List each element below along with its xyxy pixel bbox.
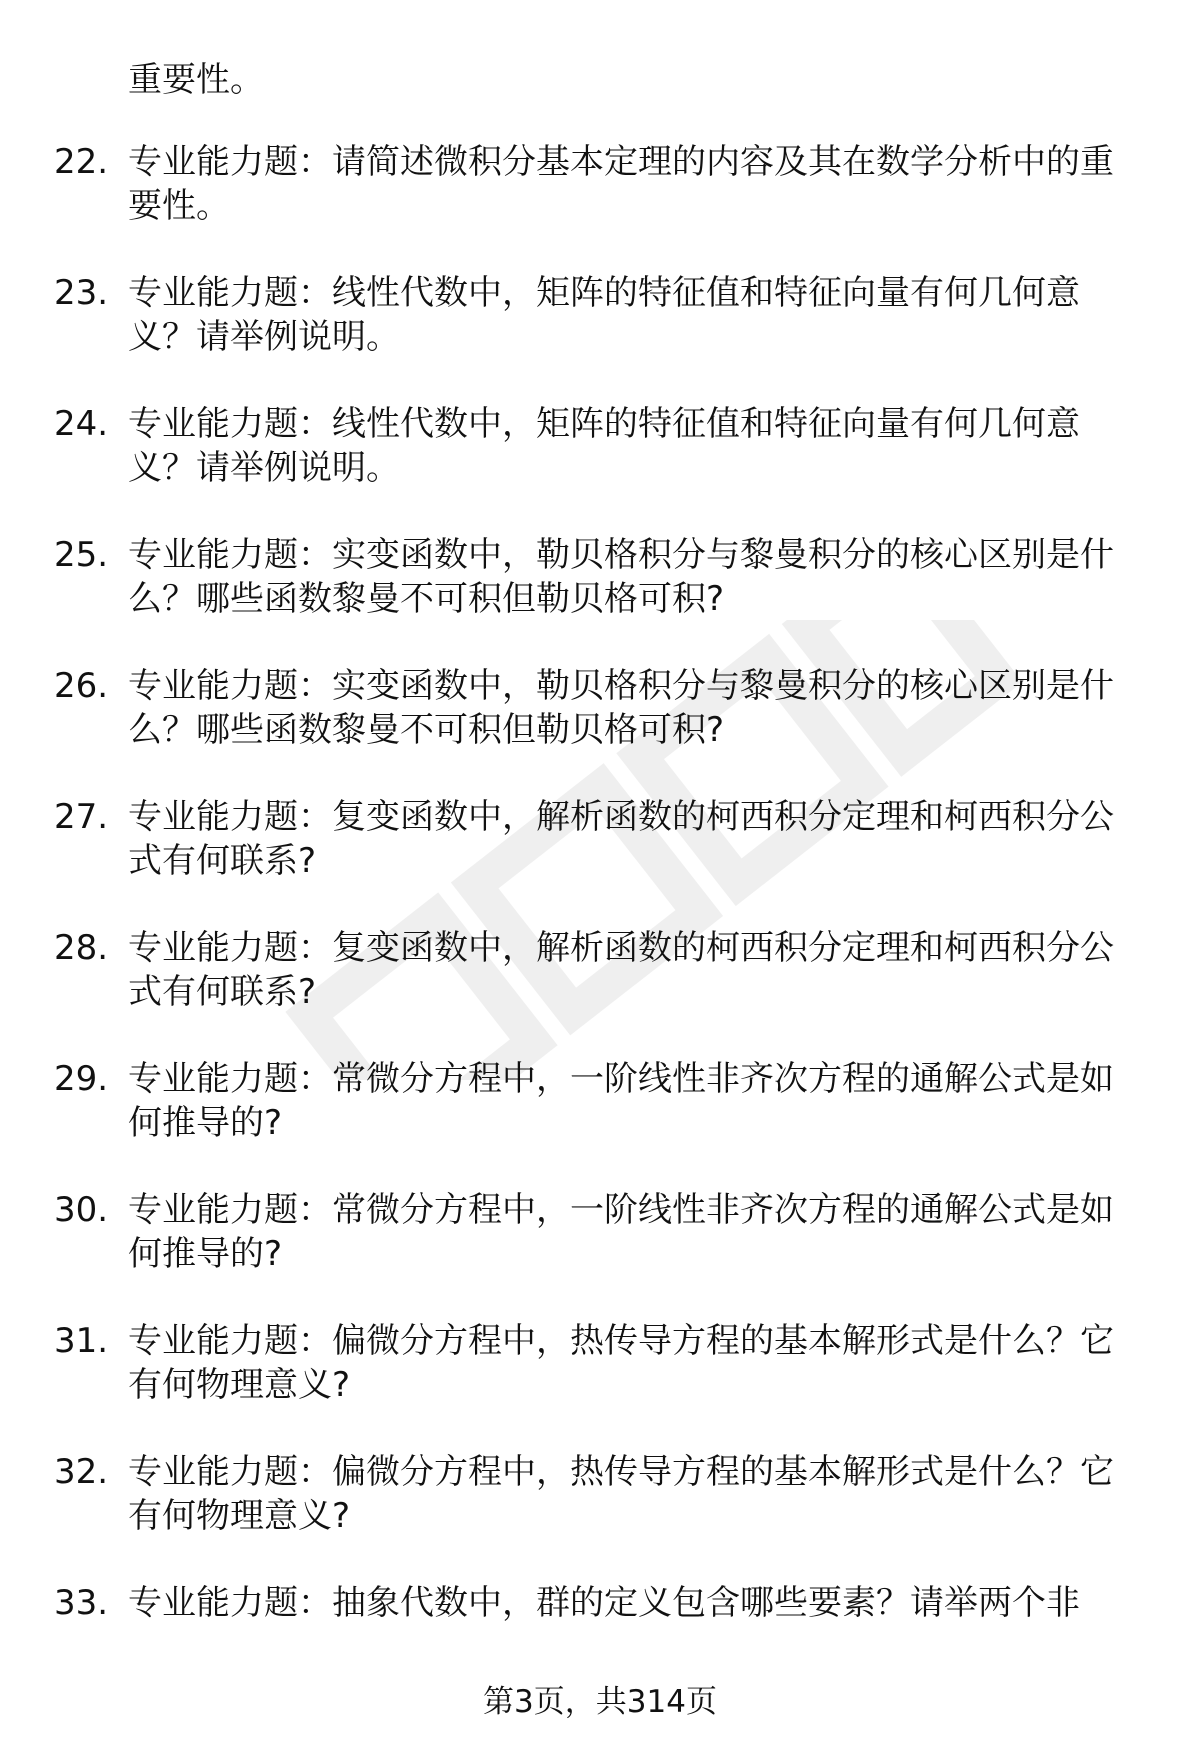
question-item <box>54 1450 1144 1581</box>
question-number: 25. <box>54 535 109 575</box>
question-list <box>54 140 1144 1712</box>
question-number: 33. <box>54 1583 109 1623</box>
question-text: 专业能力题：实变函数中，勒贝格积分与黎曼积分的核心区别是什么？哪些函数黎曼不可积但勒贝格可积? <box>128 666 1114 750</box>
question-item <box>54 402 1144 533</box>
question-text: 专业能力题：线性代数中，矩阵的特征值和特征向量有何几何意义？请举例说明。 <box>128 273 1080 357</box>
question-text: 专业能力题：线性代数中，矩阵的特征值和特征向量有何几何意义？请举例说明。 <box>128 404 1080 488</box>
question-number: 29. <box>54 1059 109 1099</box>
question-text: 专业能力题：请简述微积分基本定理的内容及其在数学分析中的重要性。 <box>128 142 1114 226</box>
question-item <box>54 1319 1144 1450</box>
question-number: 24. <box>54 404 109 444</box>
page-footer: 第3页，共314页 <box>483 1684 717 1720</box>
question-item <box>54 271 1144 402</box>
question-number: 28. <box>54 928 109 968</box>
question-number: 27. <box>54 797 109 837</box>
question-item <box>54 140 1144 271</box>
question-number: 23. <box>54 273 109 313</box>
question-item <box>54 926 1144 1057</box>
question-item <box>54 795 1144 926</box>
question-text: 专业能力题：复变函数中，解析函数的柯西积分定理和柯西积分公式有何联系? <box>128 928 1114 1012</box>
question-text: 专业能力题：抽象代数中，群的定义包含哪些要素？请举两个非 <box>128 1583 1080 1623</box>
continuation-text: 重要性。 <box>128 60 264 100</box>
question-text: 专业能力题：偏微分方程中，热传导方程的基本解形式是什么？它有何物理意义? <box>128 1452 1114 1536</box>
question-text: 专业能力题：实变函数中，勒贝格积分与黎曼积分的核心区别是什么？哪些函数黎曼不可积但勒贝格可积? <box>128 535 1114 619</box>
question-number: 31. <box>54 1321 109 1361</box>
question-item <box>54 533 1144 664</box>
question-item <box>54 664 1144 795</box>
question-item <box>54 1057 1144 1188</box>
question-number: 32. <box>54 1452 109 1492</box>
question-number: 30. <box>54 1190 109 1230</box>
question-item <box>54 1188 1144 1319</box>
question-text: 专业能力题：偏微分方程中，热传导方程的基本解形式是什么？它有何物理意义? <box>128 1321 1114 1405</box>
question-text: 专业能力题：复变函数中，解析函数的柯西积分定理和柯西积分公式有何联系? <box>128 797 1114 881</box>
question-text: 专业能力题：常微分方程中，一阶线性非齐次方程的通解公式是如何推导的? <box>128 1059 1114 1143</box>
question-number: 22. <box>54 142 109 182</box>
question-text: 专业能力题：常微分方程中，一阶线性非齐次方程的通解公式是如何推导的? <box>128 1190 1114 1274</box>
question-number: 26. <box>54 666 109 706</box>
